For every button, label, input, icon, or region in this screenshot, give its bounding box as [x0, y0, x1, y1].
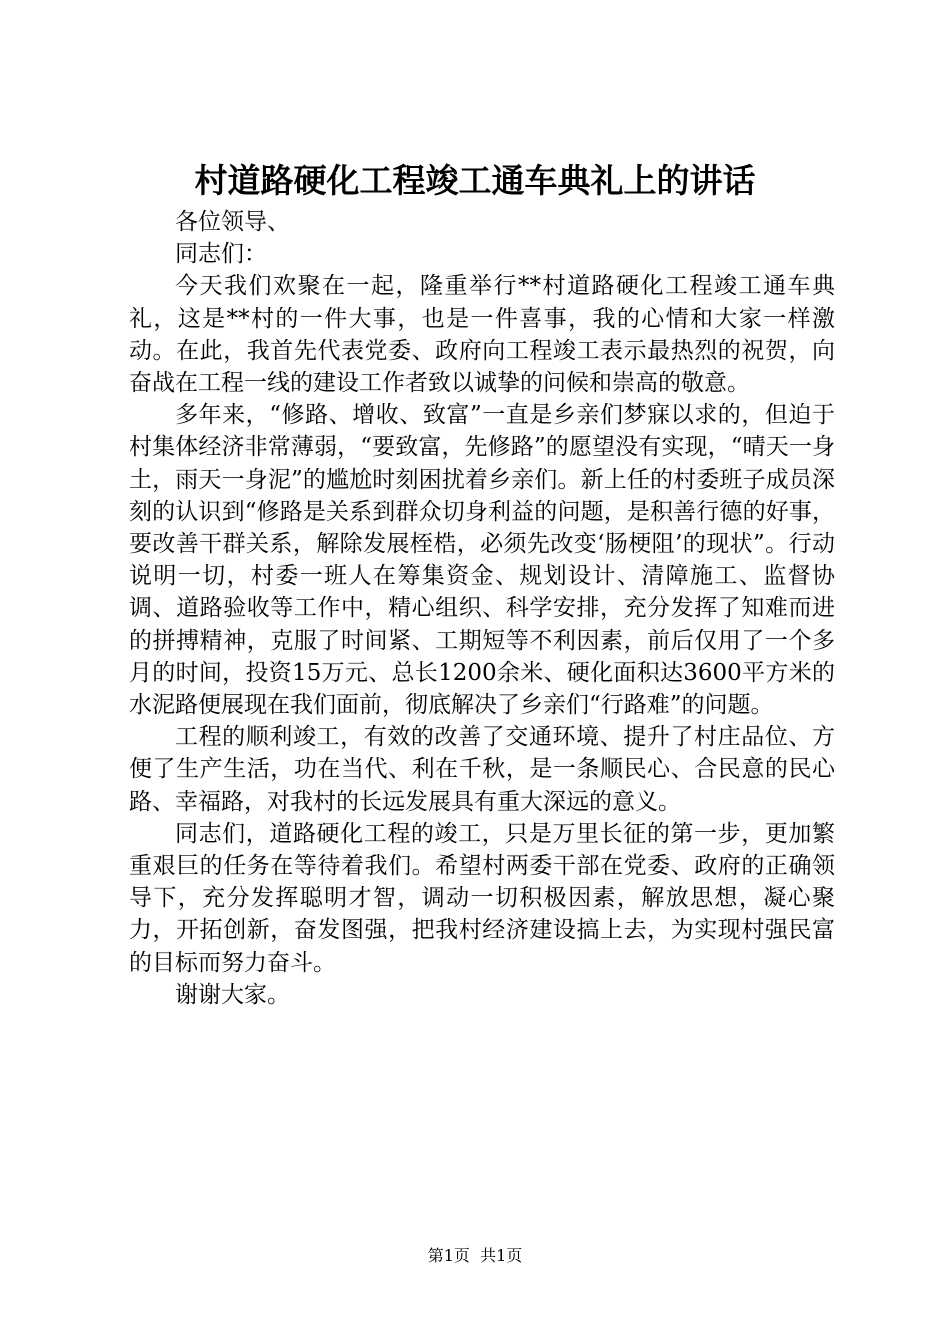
paragraph-opening: 今天我们欢聚在一起，隆重举行**村道路硬化工程竣工通车典礼，这是**村的一件大事，也是一件喜事，我的心情和大家一样激动。在此，我首先代表党委、政府向工程竣工表示最热烈的祝贺，向奋战在工程一线的建设工作者致以诚挚的问候和崇高的敬意。: [129, 273, 835, 397]
paragraph-hope: 同志们，道路硬化工程的竣工，只是万里长征的第一步，更加繁重艰巨的任务在等待着我们。希望村两委干部在党委、政府的正确领导下，充分发挥聪明才智，调动一切积极因素，解放思想，凝心聚力，开拓创新，奋发图强，把我村经济建设搞上去，为实现村强民富的目标而努力奋斗。: [129, 820, 835, 976]
salutation-leaders: 各位领导、: [175, 209, 290, 235]
salutation-comrades: 同志们：: [175, 241, 267, 268]
paragraph-history: 多年来，“修路、增收、致富”一直是乡亲们梦寐以求的，但迫于村集体经济非常薄弱，“要致富，先修路”的愿望没有实现，“晴天一身土，雨天一身泥”的尴尬时刻困扰着乡亲们。新上任的村委班子成员深刻的认识到“修路是关系到群众切身利益的问题，是积善行德的好事，要改善干群关系，解除发展桎梏，必须先改变‘肠梗阻’的现状”。行动说明一切，村委一班人在筹集资金、规划设计、清障施工、监督协调、道路验收等工作中，精心组织、科学安排，充分发挥了知难而进的拼搏精神，克服了时间紧、工期短等不利因素，前后仅用了一个多月的时间，投资15万元、总长1200余米、硬化面积达3600平方米的水泥路便展现在我们面前，彻底解决了乡亲们“行路难”的问题。: [129, 402, 835, 719]
closing-thanks: 谢谢大家。: [175, 981, 290, 1008]
page-footer: [0, 1245, 950, 1267]
page-number: 第1页 共1页: [427, 1246, 523, 1265]
paragraph-significance: 工程的顺利竣工，有效的改善了交通环境、提升了村庄品位、方便了生产生活，功在当代、利在千秋，是一条顺民心、合民意的民心路、幸福路，对我村的长远发展具有重大深远的意义。: [129, 724, 835, 815]
document-body: [129, 206, 835, 1011]
document-title: 村道路硬化工程竣工通车典礼上的讲话: [194, 161, 756, 200]
